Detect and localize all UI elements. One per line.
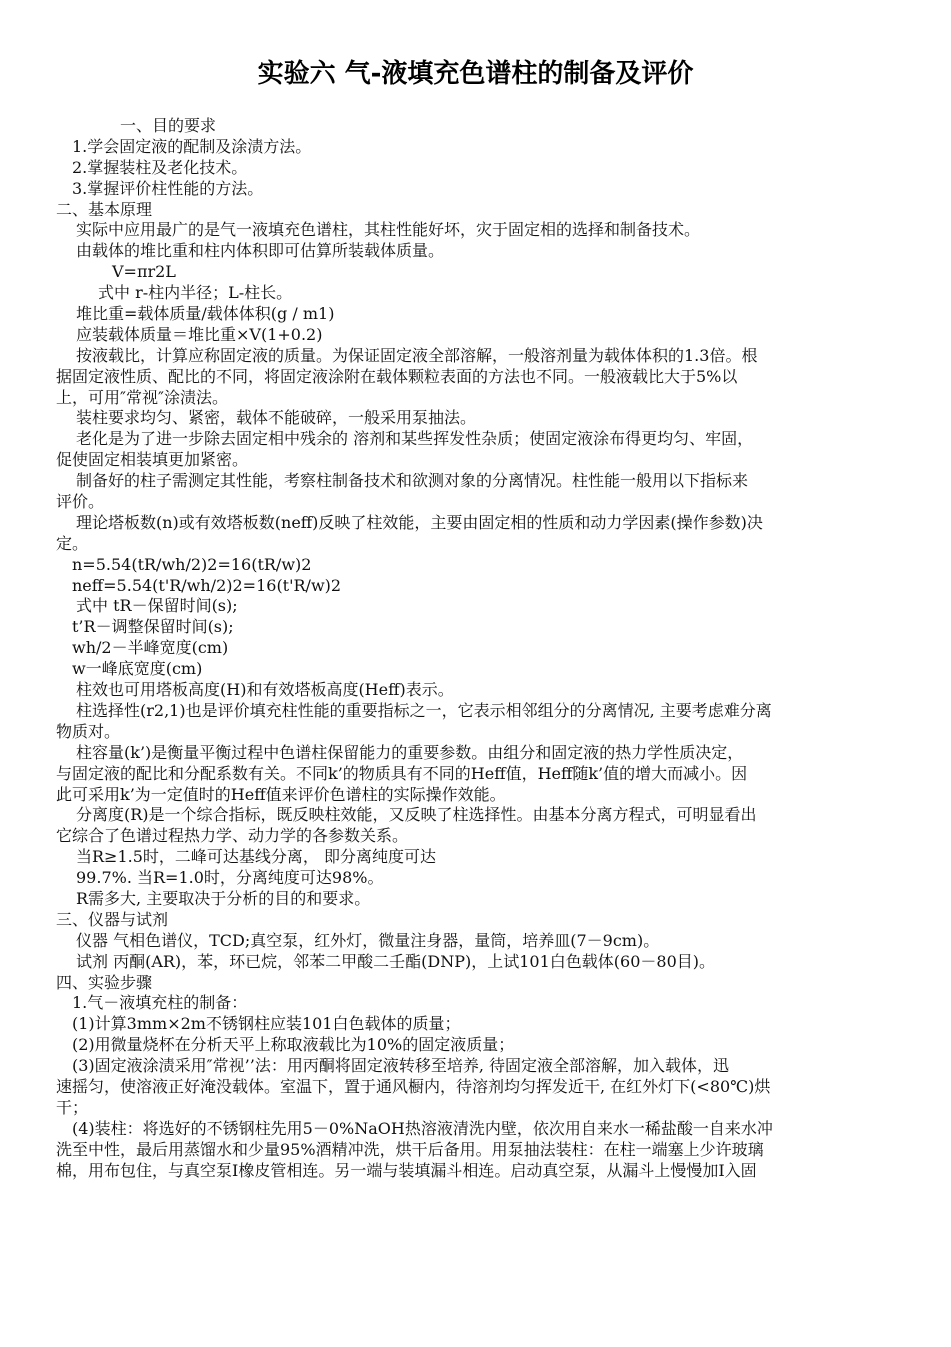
paragraph-line: 定。 [56, 533, 89, 553]
paragraph-line: 老化是为了进一步除去固定相中残余的 溶剂和某些挥发性杂质；使固定液涂布得更均匀、牢固， [76, 429, 754, 449]
paragraph-line: 此可采用k’为一定值时的Heff值来评价色谱柱的实际操作效能。 [56, 784, 506, 804]
paragraph-line: 当R≥1.5时，二峰可达基线分离， 即分离纯度可达 [76, 847, 436, 867]
paragraph-line: w一峰底宽度(cm) [72, 659, 203, 679]
list-item: (3)固定液涂渍采用″常视’’法：用丙酮将固定液转移至培养, 待固定液全部溶解，加入载体，迅 [72, 1056, 729, 1076]
paragraph-line: 物质对。 [56, 721, 121, 741]
paragraph-line: 上，可用″常视″涂渍法。 [56, 387, 228, 407]
paragraph-line: 分离度(R)是一个综合指标，既反映柱效能，又反映了柱选择性。由基本分离方程式，可明显看出 [76, 805, 757, 825]
paragraph-line: 99.7%. 当R=1.0时，分离纯度可达98%。 [76, 868, 384, 888]
list-item: 2.掌握装柱及老化技术。 [72, 157, 248, 177]
section-heading: 二、基本原理 [56, 199, 153, 219]
section-heading: 三、仪器与试剂 [56, 909, 169, 929]
formula-line: neff=5.54(t'R/wh/2)2=16(t'R/w)2 [72, 575, 342, 595]
section-heading: 四、实验步骤 [56, 972, 153, 992]
paragraph-line: 洗至中性，最后用蒸馏水和少量95%酒精冲洗，烘干后备用。用泵抽法装柱：在柱一端塞上少许玻璃 [56, 1139, 764, 1159]
section-heading: 一、目的要求 [120, 116, 217, 135]
paragraph-line: 促使固定相装填更加紧密。 [56, 450, 249, 470]
paragraph-line: 柱容量(k’)是衡量平衡过程中色谱柱保留能力的重要参数。由组分和固定液的热力学性质决定， [76, 742, 744, 762]
paragraph-line: 与固定液的配比和分配系数有关。不同k’的物质具有不同的Heff值，Heff随k’值的增大而减小。因 [56, 763, 748, 783]
formula-line: 堆比重=载体质量/载体体积(g / m1) [76, 304, 335, 324]
list-item: 1.气－液填充柱的制备： [72, 993, 248, 1013]
paragraph-line: 它综合了色谱过程热力学、动力学的各参数关系。 [56, 826, 409, 846]
paragraph-line: 式中 r-柱内半径；L-柱长。 [98, 283, 293, 303]
paragraph-line: 柱选择性(r2,1)也是评价填充柱性能的重要指标之一，它表示相邻组分的分离情况, 主要考虑难分离 [76, 700, 772, 720]
formula-line: V=πr2L [112, 262, 176, 282]
paragraph-line: 实际中应用最广的是气一液填充色谱柱，其柱性能好坏，灾于固定相的选择和制备技术。 [76, 220, 701, 240]
formula-line: n=5.54(tR/wh/2)2=16(tR/w)2 [72, 554, 312, 574]
list-item: (4)装柱：将选好的不锈钢柱先用5－0%NaOH热溶液清洗内壁，依次用自来水一稀盐酸一自来水冲 [72, 1118, 773, 1138]
paragraph-line: 仪器 气相色谱仪，TCD;真空泵，红外灯，微量注身器，量筒，培养皿(7－9cm)。 [76, 930, 660, 950]
list-item: (2)用微量烧杯在分析天平上称取液载比为10%的固定液质量； [72, 1035, 515, 1055]
document-body [56, 116, 898, 1181]
paragraph-line: R需多大, 主要取决于分析的目的和要求。 [76, 888, 371, 908]
paragraph-line: 据固定液性质、配比的不同，将固定液涂附在载体颗粒表面的方法也不同。一般液载比大于5%以 [56, 366, 738, 386]
paragraph-line: 按液载比，计算应称固定液的质量。为保证固定液全部溶解，一般溶剂量为载体体积的1.3倍。根 [76, 345, 758, 365]
paragraph-line: 制备好的柱子需测定其性能，考察柱制备技术和欲测对象的分离情况。柱性能一般用以下指标来 [76, 471, 749, 491]
paragraph-line: 柱效也可用塔板高度(H)和有效塔板高度(Heff)表示。 [76, 680, 454, 700]
page-title: 实验六 气-液填充色谱柱的制备及评价 [257, 59, 694, 89]
paragraph-line: 由载体的堆比重和柱内体积即可估算所装载体质量。 [76, 241, 445, 261]
paragraph-line: 试剂 丙酮(AR)，苯，环已烷，邻苯二甲酸二壬酯(DNP)，上试101白色载体(60－80目)。 [76, 951, 715, 971]
paragraph-line: 装柱要求均匀、紧密，载体不能破碎，一般采用泵抽法。 [76, 408, 477, 428]
paragraph-line: 棉，用布包住，与真空泵I橡皮管相连。另一端与装填漏斗相连。启动真空泵，从漏斗上慢慢加I入固 [56, 1160, 757, 1180]
paragraph-line: 干； [56, 1097, 89, 1117]
list-item: 1.学会固定液的配制及涂渍方法。 [72, 136, 312, 156]
paragraph-line: 速摇匀，使溶液正好淹没载体。室温下，置于通风橱内，待溶剂均匀挥发近干, 在红外灯下(<80℃)烘 [56, 1076, 771, 1096]
formula-line: 应装载体质量＝堆比重×V(1+0.2) [76, 324, 323, 344]
paragraph-line: 理论塔板数(n)或有效塔板数(neff)反映了柱效能，主要由固定相的性质和动力学因素(操作参数)决 [76, 512, 763, 532]
list-item: (1)计算3mm×2m不锈钢柱应装101白色载体的质量； [72, 1014, 461, 1034]
paragraph-line: wh/2－半峰宽度(cm) [72, 638, 229, 658]
paragraph-line: 式中 tR－保留时间(s); [76, 596, 238, 616]
paragraph-line: 评价。 [56, 492, 105, 512]
paragraph-line: t’R－调整保留时间(s); [72, 617, 234, 637]
list-item: 3.掌握评价柱性能的方法。 [72, 178, 264, 198]
